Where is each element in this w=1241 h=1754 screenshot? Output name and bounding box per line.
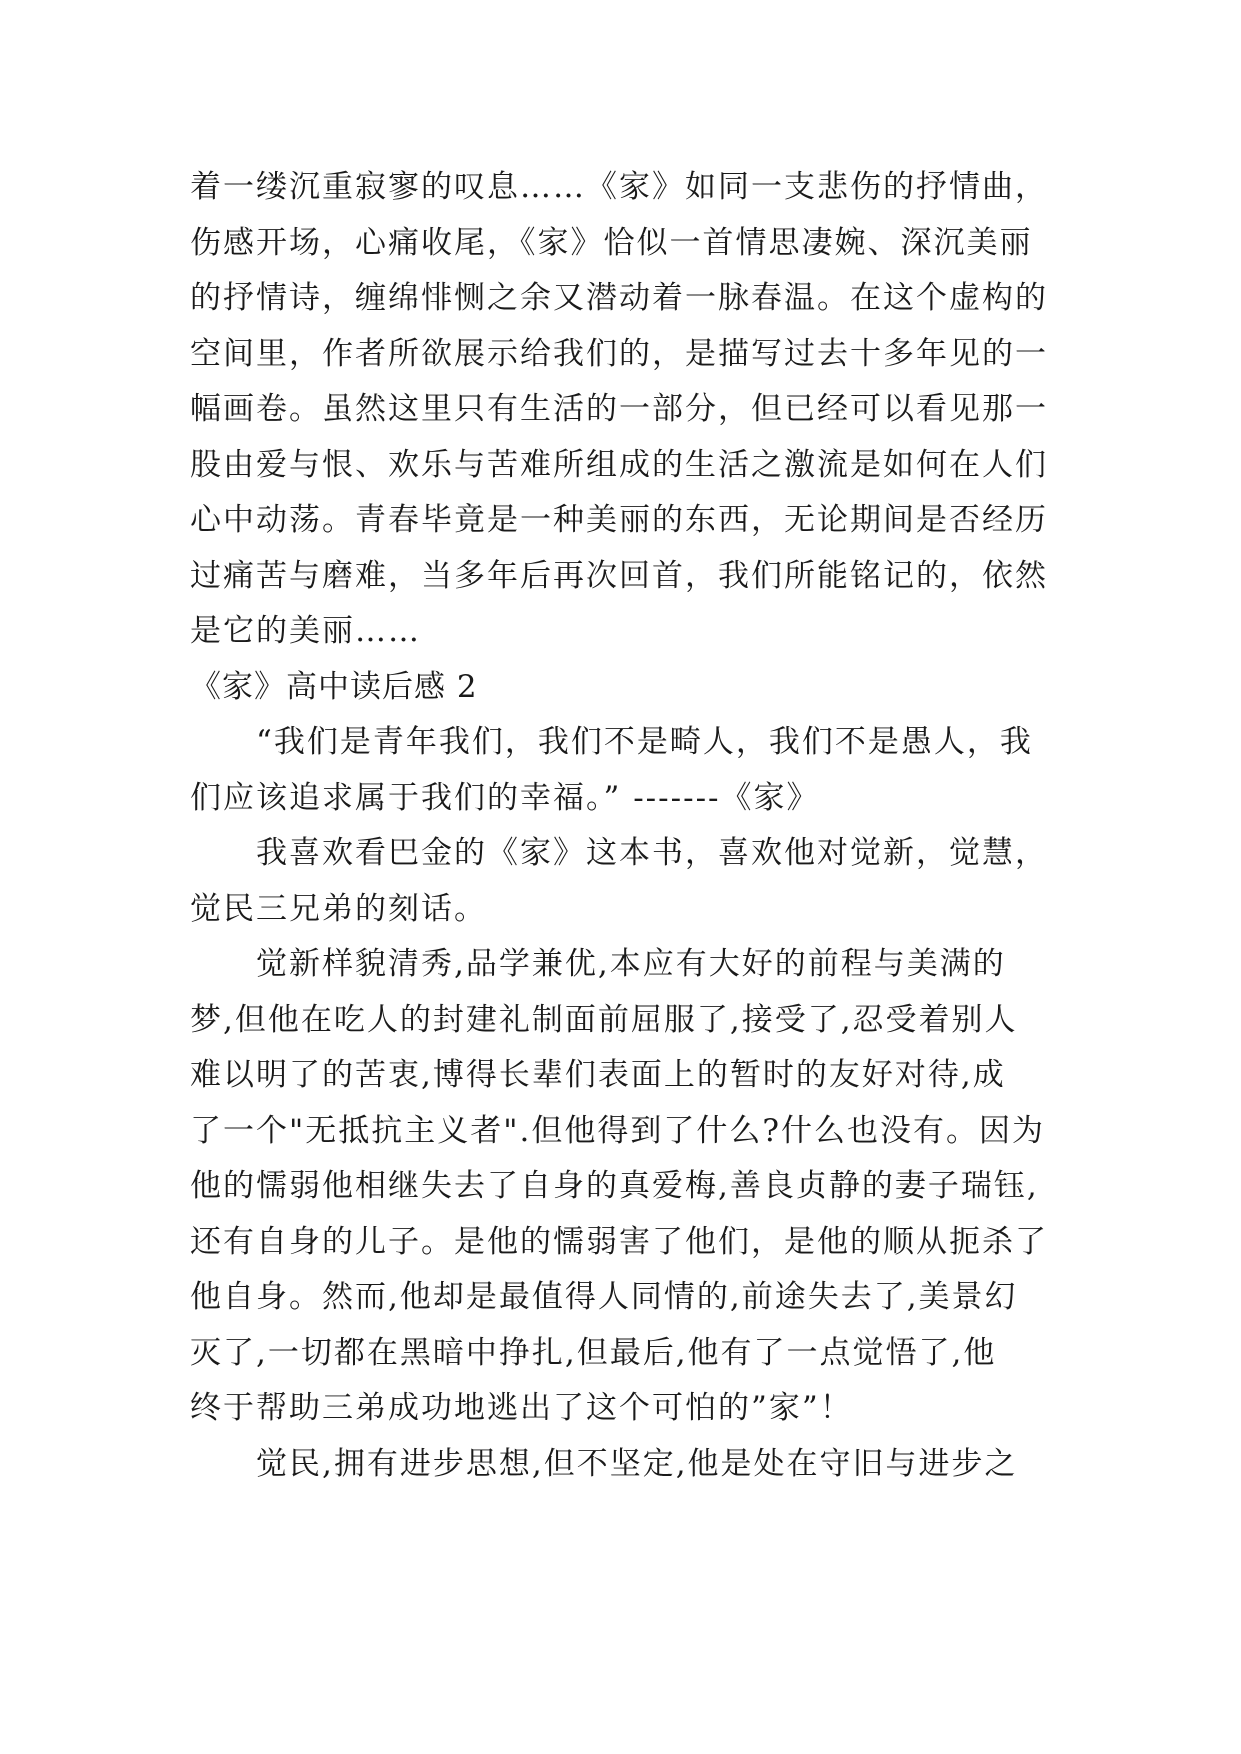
text-line: 心中动荡。青春毕竟是一种美丽的东西，无论期间是否经历: [190, 502, 1048, 538]
text-line: 灭了,一切都在黑暗中挣扎,但最后,他有了一点觉悟了,他: [190, 1334, 997, 1371]
text-line: 过痛苦与磨难，当多年后再次回首，我们所能铭记的，依然: [190, 557, 1048, 594]
text-line: 伤感开场，心痛收尾，《家》恰似一首情思凄婉、深沉美丽: [190, 224, 1033, 261]
paragraph-intro: [190, 826, 1060, 937]
text-line: 股由爱与恨、欢乐与苦难所组成的生活之激流是如何在人们: [190, 446, 1048, 483]
text-line: “我们是青年我们，我们不是畸人，我们不是愚人，我: [256, 724, 1033, 760]
text-line: 空间里，作者所欲展示给我们的，是描写过去十多年见的一: [190, 335, 1048, 372]
text-line: 梦,但他在吃人的封建礼制面前屈服了,接受了,忍受着别人: [190, 1001, 1018, 1038]
text-line: 着一缕沉重寂寥的叹息……《家》如同一支悲伤的抒情曲，: [190, 169, 1048, 205]
text-line: 还有自身的儿子。是他的懦弱害了他们，是他的顺从扼杀了: [190, 1223, 1048, 1260]
text-line: 幅画卷。虽然这里只有生活的一部分，但已经可以看见那一: [190, 391, 1048, 427]
text-line: 觉民,拥有进步思想,但不坚定,他是处在守旧与进步之: [256, 1445, 1018, 1482]
text-line: 他自身。然而,他却是最值得人同情的,前途失去了,美景幻: [190, 1279, 1018, 1315]
text-line: 我喜欢看巴金的《家》这本书，喜欢他对觉新，觉慧，: [256, 835, 1048, 871]
text-line: 觉新样貌清秀,品学兼优,本应有大好的前程与美满的: [256, 946, 1006, 982]
quote-paragraph: [190, 715, 1060, 826]
text-line: 们应该追求属于我们的幸福。” -------《家》: [190, 779, 820, 816]
paragraph-continuation: [190, 160, 1060, 660]
paragraph-juemin: [190, 1437, 1060, 1493]
document-page: [190, 160, 1060, 1492]
text-line: 他的懦弱他相继失去了自身的真爱梅,善良贞静的妻子瑞钰,: [190, 1168, 1039, 1204]
text-line: 觉民三兄弟的刻话。: [190, 890, 487, 927]
text-line: 了一个"无抵抗主义者".但他得到了什么?什么也没有。因为: [190, 1112, 1045, 1149]
text-line: 难以明了的苦衷,博得长辈们表面上的暂时的友好对待,成: [190, 1057, 1006, 1093]
text-line: 是它的美丽……: [190, 613, 421, 649]
paragraph-juexin: [190, 937, 1060, 1437]
text-line: 的抒情诗，缠绵悱恻之余又潜动着一脉春温。在这个虚构的: [190, 280, 1048, 316]
section-heading: 《家》高中读后感 2: [190, 668, 478, 705]
text-line: 终于帮助三弟成功地逃出了这个可怕的”家”！: [190, 1390, 853, 1426]
